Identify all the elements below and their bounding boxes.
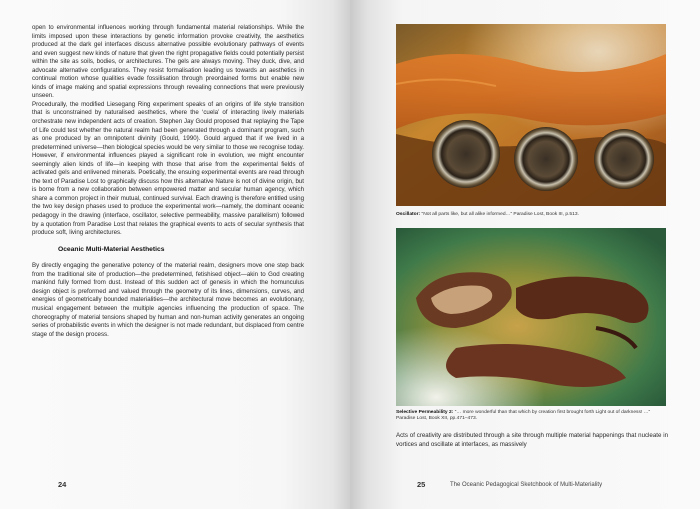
caption-text: “Not all parts like, but all alike informed…” Paradise Lost, Book III, p.513. — [420, 212, 579, 217]
oscillator-image — [396, 24, 666, 206]
right-text-column — [396, 432, 668, 449]
selective-permeability-photo — [396, 228, 666, 406]
paragraph: open to environmental influences working through fundamental material relationships. While the limits imposed upon these interactions by genetic information provoke creativity, the aesthetics produced at the dark gel interfaces discuss alternative possible evolutionary pathways of events and even suggest new kinds of nature that given the right propagative fields could potentially persist within the site as soils, bodies, or architectures. The gels are always moving. They duck, dive, and advocate alternative configurations. They resist formalisation leading us towards an aesthetics in continual motion whose qualities evade fossilisation through preordained forms but enable new kinds of image making and spatial expressions through revealing connections that were previously unseen. — [32, 24, 304, 100]
selective-permeability-image — [396, 228, 666, 406]
running-head: The Oceanic Pedagogical Sketchbook of Multi-Materiality — [450, 482, 603, 488]
caption-label: Selective Permeability 2: — [396, 410, 454, 415]
page-number-right: 25 — [417, 480, 426, 489]
caption-text: “… more wonderful than that which by creation first brought forth Light out of darkness! …” Paradise Lost, Book XII, pp.471–473. — [396, 410, 651, 422]
oscillator-photo — [396, 24, 666, 206]
left-text-column — [32, 24, 304, 339]
page-number-left: 24 — [58, 480, 67, 489]
paragraph: By directly engaging the generative potency of the material realm, designers move one step back from the traditional site of production—the predetermined, fetishised object—akin to God creating mankind fully formed from dust. Instead of this sudden act of genesis in which the homunculus design object is preformed and valued through the geometry of its lines, dimensions, curves, and energies of geometrically bounded materialities—the architectural move becomes an evolutionary, musical engagement between the multiple agencies influencing the production of space. The choreography of material tensions shaped by human and non-human activity generates an ongoing series of probabilistic events in which the designer is not made redundant, but displaced from centre stage of the design process. — [32, 262, 304, 338]
paragraph: Procedurally, the modified Liesegang Ring experiment speaks of an origins of life style transition that is unconstrained by naturalised aesthetics, where the ‘cuela’ of interacting lively materials orchestrate new independent acts of creation. Stephen Jay Gould proposed that replaying the Tape of Life could test whether the natural realm had been generated through a dominant program, such as one produced by an omnipotent divinity (Gould, 1990). Gould argued that if we lived in a predetermined universe—then biological species would be very similar to those we recognise today. However, if environmental influences played a significant role in evolution, we might encounter seemingly alien kinds of life—in keeping with those that arise from the experimental fields of activated gels and enlivened minerals. Poetically, the ensuing experimental events are read through the text of Paradise Lost to graphically discuss how this alternative Nature is not of divine origin, but is borne from a new collaboration between empowered matter and secular human agency, which share a common project in their mutual, continued survival. Each drawing is therefore entitled using the two key design phases used to produce the experimental work—namely, the dominant oceanic pedagogy in the drawing (interface, oscillator, selective permeability, massive parallelism) followed by a quotation from Paradise Lost that relates the graphical events to acts of secular synthesis that produce soft, living architectures. — [32, 100, 304, 237]
selective-permeability-caption — [396, 410, 668, 423]
paragraph: Acts of creativity are distributed through a site through multiple material happenings that nucleate in vortices and oscillate at interfaces, as massively — [396, 432, 668, 448]
caption-label: Oscillator: — [396, 212, 421, 217]
oscillator-caption — [396, 212, 668, 218]
section-heading: Oceanic Multi-Material Aesthetics — [58, 245, 165, 253]
